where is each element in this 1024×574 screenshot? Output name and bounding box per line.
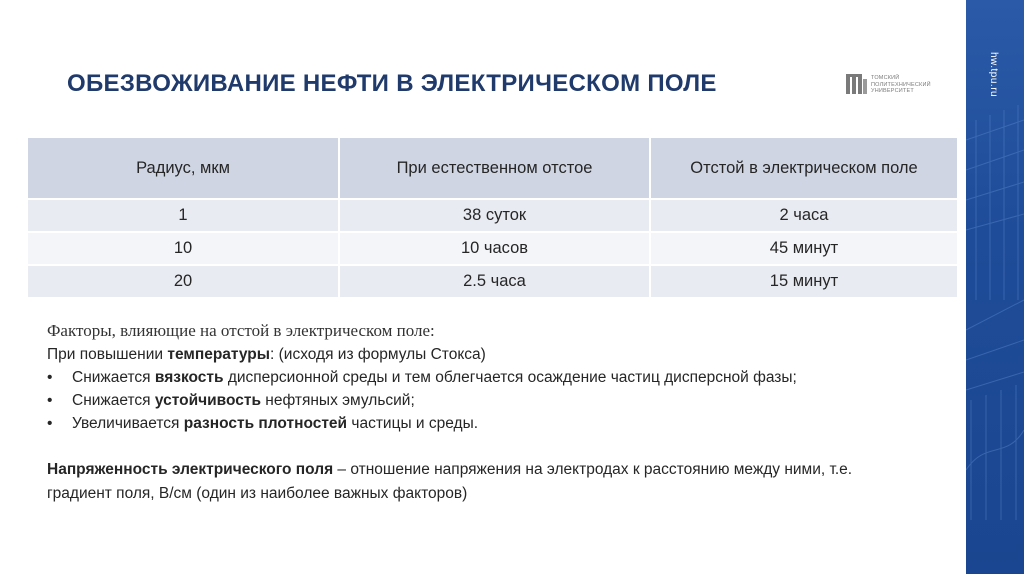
- bullet-bold: вязкость: [154, 369, 224, 386]
- bullet-text: Снижается: [72, 369, 155, 386]
- settling-time-table: [28, 138, 959, 299]
- tpu-logo-icon: [846, 74, 868, 96]
- site-url-label: hw.tpu.ru: [988, 52, 999, 98]
- table-cell: 10 часов: [339, 232, 650, 265]
- bullet-icon: •: [47, 369, 53, 386]
- list-item: [47, 369, 797, 387]
- bullet-text: дисперсионной среды и тем облегчается осаждение частиц дисперсной фазы;: [223, 369, 797, 386]
- logo-line: ТОМСКИЙ: [871, 75, 900, 81]
- logo-line: ПОЛИТЕХНИЧЕСКИЙ: [871, 81, 931, 88]
- header-electric-settling: Отстой в электрическом поле: [650, 138, 958, 199]
- table-cell: 20: [28, 265, 339, 298]
- table-row: [28, 199, 958, 232]
- table-cell: 10: [28, 232, 339, 265]
- table-cell: 45 минут: [650, 232, 958, 265]
- bullet-icon: •: [47, 415, 53, 432]
- table-cell: 2 часа: [650, 199, 958, 232]
- logo-text: [871, 75, 931, 95]
- bullet-text: Увеличивается: [72, 415, 184, 432]
- table-cell: 2.5 часа: [339, 265, 650, 298]
- table-row: [28, 265, 958, 298]
- field-strength-definition: [47, 461, 852, 479]
- list-item: [47, 415, 478, 433]
- temperature-intro: [47, 346, 486, 364]
- page-title: ОБЕЗВОЖИВАНИЕ НЕФТИ В ЭЛЕКТРИЧЕСКОМ ПОЛЕ: [67, 70, 717, 97]
- table-cell: 1: [28, 199, 339, 232]
- field-text: градиент поля, В/см (один из наиболее важных факторов): [47, 485, 468, 502]
- factors-heading: Факторы, влияющие на отстой в электрическом поле:: [47, 321, 435, 340]
- field-strength-definition-cont: [47, 485, 467, 503]
- bullet-bold: устойчивость: [154, 392, 261, 409]
- logo-line: УНИВЕРСИТЕТ: [871, 88, 914, 94]
- field-text: – отношение напряжения на электродах к расстоянию между ними, т.е.: [333, 461, 853, 478]
- intro-text: При повышении: [47, 346, 168, 363]
- intro-bold: температуры: [167, 346, 271, 363]
- bullet-text: нефтяных эмульсий;: [260, 392, 415, 409]
- bullet-text: частицы и среды.: [347, 415, 479, 432]
- table-header-row: [28, 138, 958, 199]
- header-radius: Радиус, мкм: [28, 138, 339, 199]
- university-logo: [846, 74, 946, 98]
- table-row: [28, 232, 958, 265]
- list-item: [47, 392, 415, 410]
- bullet-text: Снижается: [72, 392, 155, 409]
- header-natural-settling: При естественном отстое: [339, 138, 650, 199]
- intro-text: : (исходя из формулы Стокса): [270, 346, 486, 363]
- table-cell: 15 минут: [650, 265, 958, 298]
- table-cell: 38 суток: [339, 199, 650, 232]
- field-bold: Напряженность электрического поля: [47, 461, 334, 478]
- bullet-bold: разность плотностей: [183, 415, 348, 432]
- bullet-icon: •: [47, 392, 53, 409]
